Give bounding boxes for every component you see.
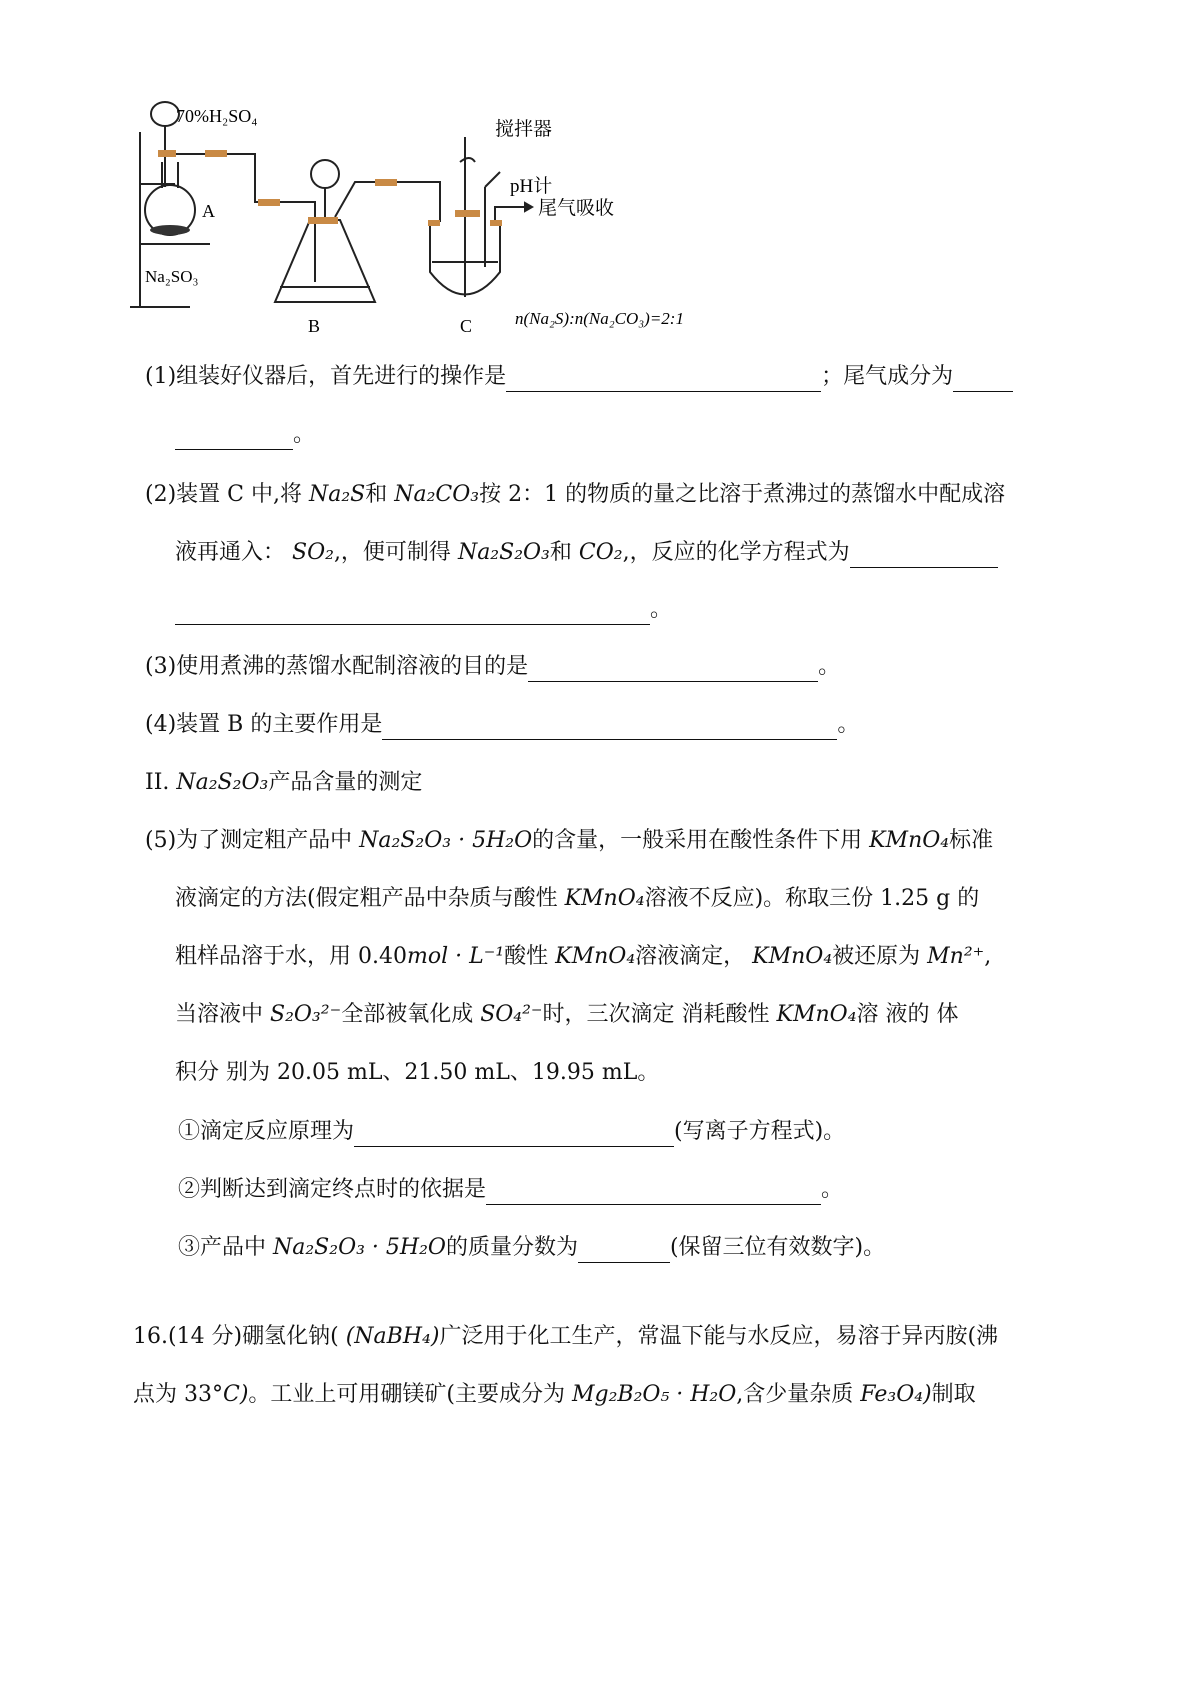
text-span: KMnO₄ [564, 886, 645, 911]
q4-line [145, 710, 859, 740]
text-span: (5)为了测定粗产品中 [145, 828, 360, 853]
q5-sub3 [178, 1233, 885, 1263]
q5-line4 [175, 1000, 959, 1030]
text-span: 的含量，一般采用在酸性条件下用 [532, 828, 870, 853]
text-span: 液再通入： [175, 540, 292, 565]
text-span: 被还原为 [832, 944, 928, 969]
text-span: ,，便可制得 [333, 540, 458, 565]
text-span: Mn²⁺ [927, 944, 985, 969]
q5-line2 [175, 884, 979, 914]
label-acid: 70%H₂SO₄ [176, 106, 258, 126]
text-span: 的质量分数为 [445, 1235, 578, 1260]
text-span: S₂O₃²⁻ [270, 1002, 342, 1027]
q5-sub2 [178, 1175, 843, 1205]
text-span: CO₂ [578, 540, 623, 565]
answer-blank[interactable] [953, 369, 1013, 392]
text-span: 标准 [949, 828, 994, 853]
text-span: 全部被氧化成 [341, 1002, 481, 1027]
text-span: Fe₃O₄) [860, 1382, 932, 1407]
q2-line3 [175, 595, 672, 625]
text-span: 产品含量的测定 [268, 770, 423, 795]
label-C: C [460, 316, 473, 336]
q2-line2 [175, 538, 998, 568]
text-span: (保留三位有效数字)。 [669, 1235, 886, 1260]
text-span: KMnO₄ [555, 944, 636, 969]
text-span: (2)装置 C 中,将 [145, 482, 309, 507]
text-span: 液滴定的方法(假定粗产品中杂质与酸性 [175, 886, 565, 911]
text-span: SO₂ [292, 540, 334, 565]
text-span: 。工业上可用硼镁矿(主要成分为 [248, 1382, 572, 1407]
section-2-heading [145, 768, 422, 798]
text-span: Na₂S₂O₃ · 5H₂O [359, 828, 533, 853]
text-span: 16.(14 分)硼氢化钠( [133, 1324, 346, 1349]
answer-blank[interactable] [578, 1240, 670, 1263]
text-span: ；尾气成分为 [821, 364, 954, 389]
text-span: SO₄²⁻ [480, 1002, 543, 1027]
text-span: mol · L⁻¹ [406, 944, 505, 969]
text-span: Na₂CO₃ [394, 482, 480, 507]
text-span: KMnO₄ [869, 828, 950, 853]
q1-line2 [175, 420, 315, 450]
answer-blank[interactable] [175, 427, 293, 450]
label-ratio: n(Na₂S):n(Na₂CO₃)=2:1 [515, 309, 684, 328]
text-span: KMnO₄ [776, 1002, 857, 1027]
text-span: ②判断达到滴定终点时的依据是 [178, 1177, 487, 1202]
apparatus-diagram [130, 92, 850, 372]
text-span: (4)装置 B 的主要作用是 [145, 712, 383, 737]
text-span: (1)组装好仪器后，首先进行的操作是 [145, 364, 507, 389]
label-B: B [308, 316, 321, 336]
label-A: A [202, 201, 215, 221]
q5-line1 [145, 826, 993, 856]
answer-blank[interactable] [175, 602, 650, 625]
q16-line2 [133, 1380, 976, 1410]
text-span: Na₂S₂O₃ · 5H₂O [273, 1235, 446, 1260]
text-span: 当溶液中 [175, 1002, 270, 1027]
text-span: 时，三次滴定 消耗酸性 [542, 1002, 777, 1027]
q3-line [145, 652, 840, 682]
text-span: 。 [818, 654, 841, 679]
text-span: 酸性 [504, 944, 556, 969]
text-span: 。 [821, 1177, 844, 1202]
text-span: 积分 别为 20.05 mL、21.50 mL、19.95 mL。 [175, 1060, 660, 1085]
answer-blank[interactable] [354, 1124, 674, 1147]
text-span: 和 [549, 540, 579, 565]
q2-line1 [145, 480, 1005, 510]
text-span: 广泛用于化工生产，常温下能与水反应，易溶于异丙胺(沸 [439, 1324, 999, 1349]
label-stirrer: 搅拌器 [495, 119, 553, 140]
q1-line1 [145, 362, 1013, 392]
text-span: Na₂S₂O₃ [176, 770, 269, 795]
text-span: 粗样品溶于水，用 0.40 [175, 944, 407, 969]
label-tail: 尾气吸收 [538, 198, 615, 219]
text-span: °C) [212, 1382, 249, 1407]
text-span: KMnO₄ [752, 944, 833, 969]
answer-blank[interactable] [528, 659, 818, 682]
label-na2so3: Na₂SO₃ [145, 267, 199, 286]
q5-line3 [175, 942, 991, 972]
text-span: Mg₂B₂O₅ · H₂O [572, 1382, 737, 1407]
answer-blank[interactable] [382, 717, 837, 740]
text-span: 制取 [931, 1382, 976, 1407]
answer-blank[interactable] [850, 545, 998, 568]
q5-line5 [175, 1058, 659, 1088]
text-span: ①滴定反应原理为 [178, 1119, 355, 1144]
text-span: (写离子方程式)。 [674, 1119, 846, 1144]
text-span: 。 [650, 597, 673, 622]
q16-line1 [133, 1322, 998, 1352]
text-span: ③产品中 [178, 1235, 273, 1260]
text-span: Na₂S [308, 482, 366, 507]
answer-blank[interactable] [486, 1182, 821, 1205]
text-span: , [984, 944, 992, 969]
text-span: ,含少量杂质 [736, 1382, 861, 1407]
text-span: 。 [837, 712, 860, 737]
q5-sub1 [178, 1117, 845, 1147]
text-span: ,，反应的化学方程式为 [622, 540, 850, 565]
text-span: 溶 液的 体 [856, 1002, 959, 1027]
text-span: 溶液不反应)。称取三份 1.25 g 的 [644, 886, 980, 911]
text-span: (3)使用煮沸的蒸馏水配制溶液的目的是 [145, 654, 529, 679]
label-ph: pH计 [510, 176, 553, 197]
text-span: (NaBH₄) [345, 1324, 440, 1349]
text-span: Na₂S₂O₃ [457, 540, 550, 565]
text-span: 和 [365, 482, 395, 507]
text-span: 按 2：1 的物质的量之比溶于煮沸过的蒸馏水中配成溶 [479, 482, 1006, 507]
text-span: II. [145, 770, 177, 795]
text-span: 。 [293, 422, 316, 447]
answer-blank[interactable] [506, 369, 821, 392]
text-span: 溶液滴定， [635, 944, 753, 969]
text-span: 点为 33 [133, 1382, 212, 1407]
